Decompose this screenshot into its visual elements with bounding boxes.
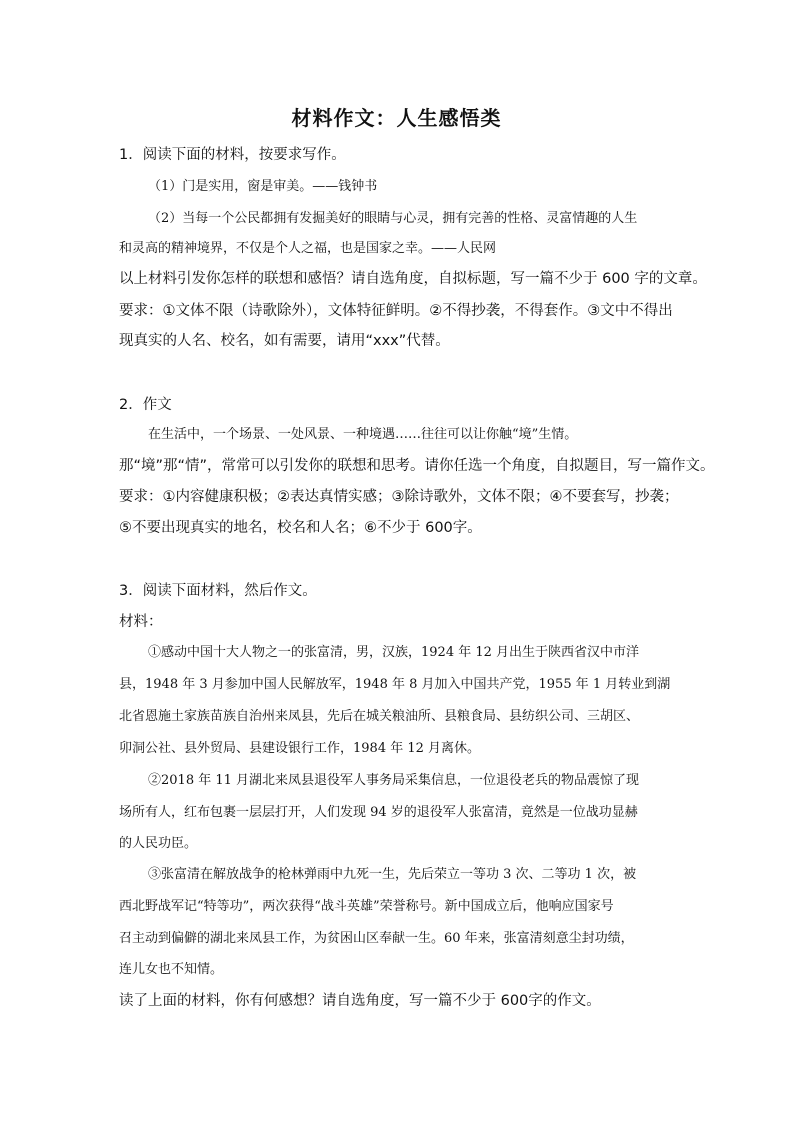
q3-p1-line4: 卯洞公社、县外贸局、县建设银行工作，1984 年 12 月离休。 bbox=[119, 741, 481, 756]
q1-heading: 1．阅读下面的材料，按要求写作。 bbox=[119, 147, 346, 163]
q3-p1-line2: 县，1948 年 3 月参加中国人民解放军，1948 年 8 月加入中国共产党，1955 年 1 月转业到湖 bbox=[119, 677, 671, 692]
q3-heading: 3．阅读下面材料，然后作文。 bbox=[119, 583, 317, 599]
q2-heading: 2．作文 bbox=[119, 397, 172, 413]
q3-p1-line3: 北省恩施土家族苗族自治州来凤县，先后在城关粮油所、县粮食局、县纺织公司、三胡区、 bbox=[119, 709, 640, 724]
q3-p3-line2: 西北野战军记“特等功”，两次获得“战斗英雄”荣誉称号。新中国成立后，他响应国家号 bbox=[119, 899, 614, 914]
q3-p1-line1: ①感动中国十大人物之一的张富清，男，汉族，1924 年 12 月出生于陕西省汉中市洋 bbox=[148, 645, 640, 660]
q3-prompt: 读了上面的材料，你有何感想？请自选角度，写一篇不少于 600字的作文。 bbox=[119, 993, 601, 1009]
q1-material-2-line1: （2）当每一个公民都拥有发掘美好的眼睛与心灵，拥有完善的性格、灵富情趣的人生 bbox=[148, 211, 638, 226]
q1-requirements-line1: 要求：①文体不限（诗歌除外），文体特征鲜明。②不得抄袭，不得套作。③文中不得出 bbox=[119, 303, 673, 319]
q2-prompt: 那“境”那“情”，常常可以引发你的联想和思考。请你任选一个角度，自拟题目，写一篇作文。 bbox=[119, 458, 715, 474]
q1-material-1: （1）门是实用，窗是审美。——钱钟书 bbox=[148, 179, 378, 194]
q1-material-2-line2: 和灵高的精神境界，不仅是个人之福，也是国家之幸。——人民网 bbox=[119, 241, 497, 256]
q2-requirements-line2: ⑤不要出现真实的地名，校名和人名；⑥不少于 600字。 bbox=[119, 520, 482, 536]
q3-p3-line1: ③张富清在解放战争的枪林弹雨中九死一生，先后荣立一等功 3 次、二等功 1 次，被 bbox=[148, 867, 637, 882]
q3-p2-line3: 的人民功臣。 bbox=[119, 836, 198, 851]
q3-p2-line2: 场所有人，红布包裹一层层打开，人们发现 94 岁的退役军人张富清，竟然是一位战功显赫 bbox=[119, 805, 638, 820]
q3-p3-line4: 连儿女也不知情。 bbox=[119, 962, 224, 977]
q3-p2-line1: ②2018 年 11 月湖北来凤县退役军人事务局采集信息，一位退役老兵的物品震惊了现 bbox=[148, 773, 640, 788]
q3-material-label: 材料： bbox=[119, 614, 163, 630]
q2-material: 在生活中，一个场景、一处风景、一种境遇……往往可以让你触“境”生情。 bbox=[148, 427, 578, 442]
page-title: 材料作文：人生感悟类 bbox=[291, 106, 502, 130]
q1-requirements-line2: 现真实的人名、校名，如有需要，请用“xxx”代替。 bbox=[119, 333, 450, 349]
q1-prompt: 以上材料引发你怎样的联想和感悟？请自选角度，自拟标题，写一篇不少于 600 字的文章。 bbox=[119, 271, 707, 287]
q2-requirements-line1: 要求：①内容健康积极；②表达真情实感；③除诗歌外，文体不限；④不要套写，抄袭； bbox=[119, 489, 679, 505]
q3-p3-line3: 召主动到偏僻的湖北来凤县工作，为贫困山区奉献一生。60 年来，张富清刻意尘封功绩， bbox=[119, 931, 634, 946]
